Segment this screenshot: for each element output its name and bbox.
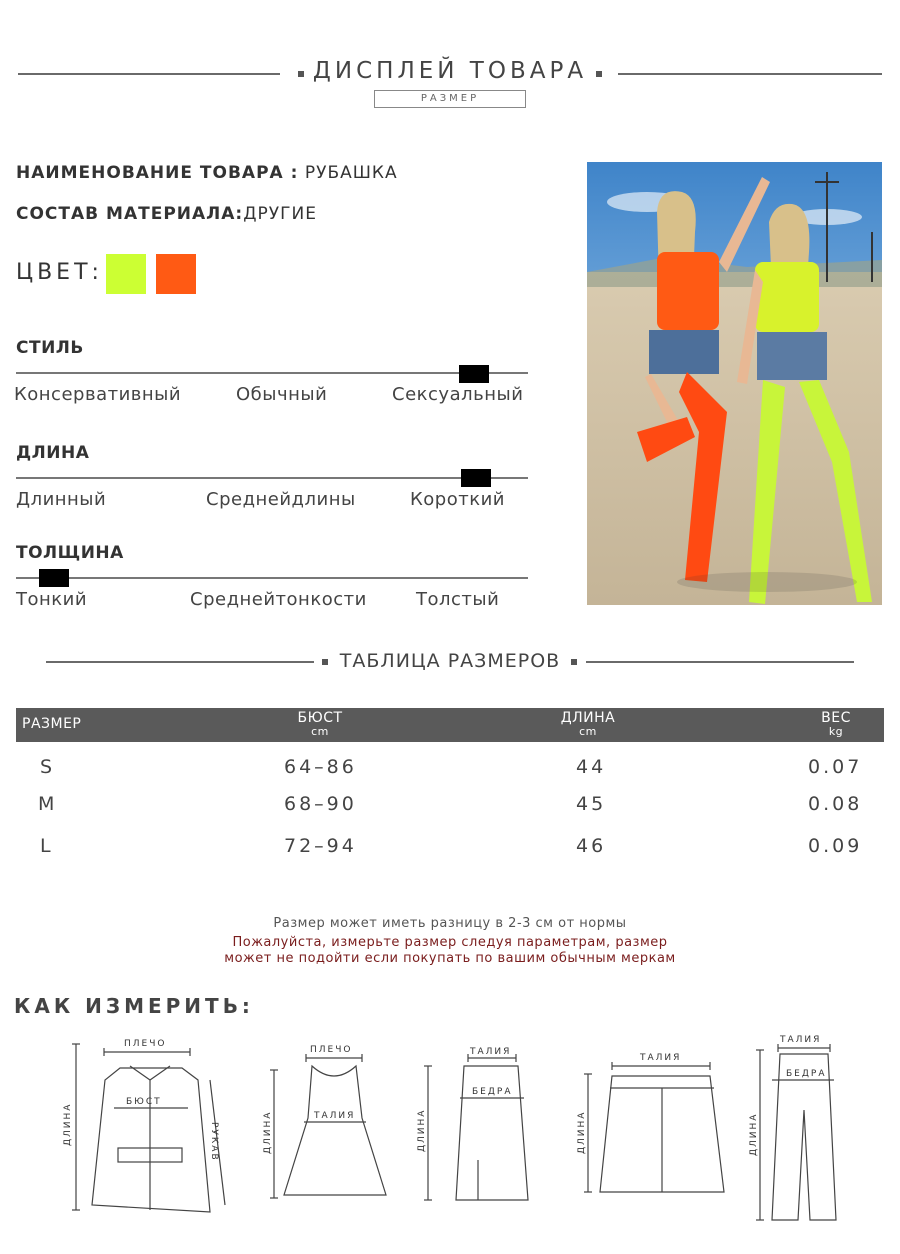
cell-size: L <box>40 835 54 857</box>
skirt-length-label: ДЛИНА <box>417 1108 427 1152</box>
length-scale-marker <box>461 469 491 487</box>
table-title-right-line <box>586 661 854 663</box>
style-label-sexy: Сексуальный <box>392 384 524 405</box>
thickness-label-medium: Среднейтонкости <box>190 589 367 610</box>
product-name-value: РУБАШКА <box>304 163 398 183</box>
pants-waist-label: ТАЛИЯ <box>780 1035 822 1045</box>
length-label-long: Длинный <box>16 489 107 510</box>
how-to-measure-title: КАК ИЗМЕРИТЬ: <box>14 994 254 1018</box>
dress-shoulder-label: ПЛЕЧО <box>310 1045 353 1055</box>
product-name-label: НАИМЕНОВАНИЕ ТОВАРА : <box>16 163 299 183</box>
cell-weight: 0.09 <box>808 835 863 857</box>
page-subtitle: РАЗМЕР <box>374 90 526 108</box>
dress-length-label: ДЛИНА <box>263 1110 273 1154</box>
skirt-hips-label: БЕДРА <box>472 1087 513 1097</box>
thickness-scale-line <box>16 577 528 579</box>
size-note: Размер может иметь разницу в 2-3 см от нормы <box>273 916 627 931</box>
page-title: ДИСПЛЕЙ ТОВАРА <box>312 58 588 84</box>
table-title-right-square <box>571 659 577 665</box>
style-scale-line <box>16 372 528 374</box>
measure-warning-line1: Пожалуйста, измерьте размер следуя параметрам, размер <box>232 935 668 950</box>
thickness-label-thin: Тонкий <box>16 589 88 610</box>
product-name <box>16 163 398 183</box>
thickness-scale-marker <box>39 569 69 587</box>
product-color-label: ЦВЕТ: <box>16 260 103 285</box>
cell-bust: 68–90 <box>284 793 357 815</box>
skirt-waist-label: ТАЛИЯ <box>470 1047 512 1057</box>
length-label-medium: Среднейдлины <box>206 489 356 510</box>
size-table-title: ТАБЛИЦА РАЗМЕРОВ <box>339 650 561 672</box>
shorts-waist-label: ТАЛИЯ <box>640 1053 682 1063</box>
length-title: ДЛИНА <box>16 443 90 463</box>
product-photo <box>587 162 882 605</box>
cell-size: S <box>40 756 56 778</box>
jacket-length-label: ДЛИНА <box>63 1102 73 1146</box>
col-weight: ВЕС kg <box>821 710 851 738</box>
style-label-casual: Обычный <box>236 384 328 405</box>
dress-waist-label: ТАЛИЯ <box>314 1111 356 1121</box>
jacket-bust-label: БЮСТ <box>126 1097 162 1107</box>
thickness-label-thick: Толстый <box>416 589 500 610</box>
jacket-shoulder-label: ПЛЕЧО <box>124 1039 167 1049</box>
col-length: ДЛИНА cm <box>560 710 616 738</box>
thickness-title: ТОЛЩИНА <box>16 543 124 563</box>
style-title: СТИЛЬ <box>16 338 84 358</box>
color-swatch-neon-orange[interactable] <box>156 254 196 294</box>
pants-hips-label: БЕДРА <box>786 1069 827 1079</box>
header-right-square <box>596 71 602 77</box>
cell-bust: 72–94 <box>284 835 357 857</box>
cell-length: 46 <box>576 835 607 857</box>
product-material-label: СОСТАВ МАТЕРИАЛА: <box>16 204 244 224</box>
cell-length: 44 <box>576 756 607 778</box>
col-bust: БЮСТ cm <box>297 710 343 738</box>
shorts-length-label: ДЛИНА <box>577 1110 587 1154</box>
style-label-conservative: Консервативный <box>14 384 182 405</box>
length-label-short: Короткий <box>410 489 505 510</box>
jacket-sleeve-label: РУКАВ <box>209 1122 219 1162</box>
measure-warning-line2: может не подойти если покупать по вашим обычным меркам <box>224 951 676 966</box>
cell-size: M <box>38 793 58 815</box>
pants-length-label: ДЛИНА <box>749 1112 759 1156</box>
style-scale-marker <box>459 365 489 383</box>
product-material-value: ДРУГИЕ <box>243 204 317 224</box>
header-right-line <box>618 73 882 75</box>
size-table-header <box>16 708 884 742</box>
cell-length: 45 <box>576 793 607 815</box>
cell-weight: 0.07 <box>808 756 863 778</box>
cell-weight: 0.08 <box>808 793 863 815</box>
color-swatch-neon-yellow[interactable] <box>106 254 146 294</box>
cell-bust: 64–86 <box>284 756 357 778</box>
length-scale-line <box>16 477 528 479</box>
measurement-diagrams <box>0 1030 900 1240</box>
product-material <box>16 204 317 224</box>
col-size: РАЗМЕР <box>22 716 82 732</box>
